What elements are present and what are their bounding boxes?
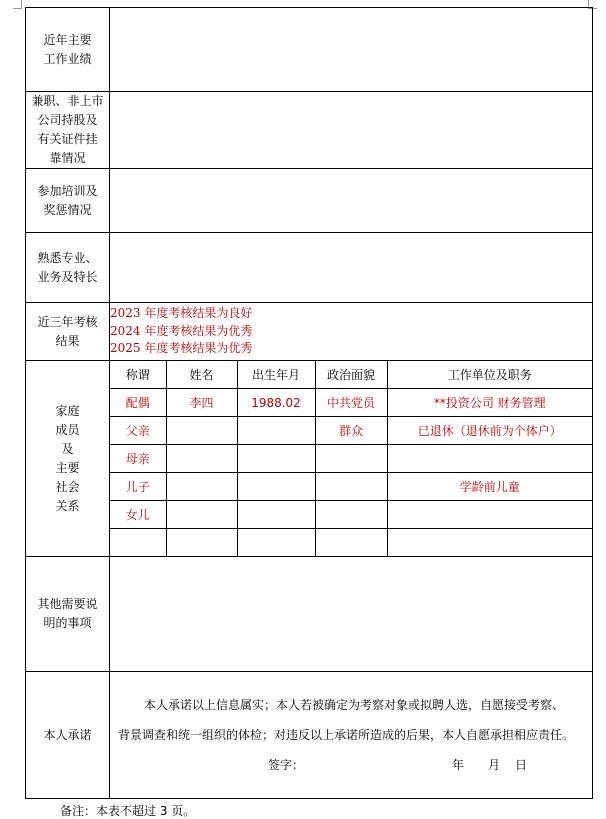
member-name[interactable] (166, 501, 237, 529)
member-name[interactable] (166, 445, 237, 473)
family-row (110, 417, 592, 445)
family-row (110, 501, 592, 529)
family-row (110, 529, 592, 557)
label-training-awards: 参加培训及 奖惩情况 (26, 169, 110, 233)
family-header-row (110, 361, 592, 389)
member-work[interactable] (387, 445, 592, 473)
member-work[interactable] (387, 529, 592, 557)
exam-result-line: 2024 年度考核结果为优秀 (110, 323, 253, 338)
member-name[interactable] (166, 529, 237, 557)
row-family (26, 361, 593, 557)
date-day: 日 (515, 758, 528, 772)
member-birth[interactable] (237, 417, 315, 445)
member-birth[interactable] (237, 529, 315, 557)
header-name: 姓名 (166, 361, 237, 389)
exam-result-line: 2023 年度考核结果为良好 (110, 306, 253, 321)
label-family: 家庭 成员 及 主要 社会 关系 (26, 361, 110, 557)
page-corner-mark-left (13, 0, 22, 9)
header-birth: 出生年月 (237, 361, 315, 389)
header-work: 工作单位及职务 (387, 361, 592, 389)
field-training-awards[interactable] (110, 169, 593, 233)
signature-label[interactable]: 签字： (268, 758, 305, 772)
row-expertise (26, 233, 593, 303)
field-expertise[interactable] (110, 233, 593, 303)
date-month: 月 (488, 758, 501, 772)
label-exam-results: 近三年考核 结果 (26, 303, 110, 361)
member-political[interactable] (315, 529, 387, 557)
label-parttime-shareholding: 兼职、非上市 公司持股及 有关证件挂 靠情况 (26, 92, 110, 169)
promise-line-2: 背景调查和统一组织的体检；对违反以上承诺所造成的后果，本人自愿承担相应责任。 (118, 728, 575, 742)
member-birth[interactable] (237, 501, 315, 529)
family-row (110, 473, 592, 501)
label-promise: 本人承诺 (26, 672, 110, 799)
row-parttime-shareholding (26, 92, 593, 169)
member-work[interactable]: **投资公司 财务管理 (387, 389, 592, 417)
member-relation[interactable]: 父亲 (110, 417, 166, 445)
field-work-achievements[interactable] (110, 8, 593, 92)
member-name[interactable]: 李四 (166, 389, 237, 417)
row-exam-results (26, 303, 593, 361)
footnote: 备注：本表不超过 3 页。 (60, 804, 196, 818)
field-parttime-shareholding[interactable] (110, 92, 593, 169)
signature-line (110, 750, 592, 780)
member-work[interactable] (387, 501, 592, 529)
member-birth[interactable]: 1988.02 (237, 389, 315, 417)
member-political[interactable]: 群众 (315, 417, 387, 445)
member-political[interactable] (315, 445, 387, 473)
member-political[interactable]: 中共党员 (315, 389, 387, 417)
row-promise (26, 672, 593, 799)
member-relation[interactable]: 母亲 (110, 445, 166, 473)
row-training-awards (26, 169, 593, 233)
header-political: 政治面貌 (315, 361, 387, 389)
family-table-cell (110, 361, 593, 557)
member-relation[interactable] (110, 529, 166, 557)
member-name[interactable] (166, 473, 237, 501)
family-row (110, 445, 592, 473)
member-relation[interactable]: 女儿 (110, 501, 166, 529)
member-name[interactable] (166, 417, 237, 445)
family-table (110, 361, 592, 556)
member-relation[interactable]: 儿子 (110, 473, 166, 501)
date-year: 年 (452, 758, 465, 772)
exam-result-line: 2025 年度考核结果为优秀 (110, 341, 253, 356)
header-relation: 称谓 (110, 361, 166, 389)
member-relation[interactable]: 配偶 (110, 389, 166, 417)
member-political[interactable] (315, 501, 387, 529)
label-work-achievements: 近年主要 工作业绩 (26, 8, 110, 92)
field-promise (110, 672, 593, 799)
member-birth[interactable] (237, 473, 315, 501)
label-other-matters: 其他需要说 明的事项 (26, 557, 110, 672)
member-political[interactable] (315, 473, 387, 501)
promise-text (110, 690, 592, 750)
row-other-matters (26, 557, 593, 672)
family-row (110, 389, 592, 417)
row-work-achievements (26, 8, 593, 92)
member-birth[interactable] (237, 445, 315, 473)
promise-line-1: 本人承诺以上信息属实；本人若被确定为考察对象或拟聘人选，自愿接受考察、 (144, 698, 565, 712)
label-expertise: 熟悉专业、 业务及特长 (26, 233, 110, 303)
member-work[interactable]: 已退休（退休前为个体户） (387, 417, 592, 445)
field-other-matters[interactable] (110, 557, 593, 672)
member-work[interactable]: 学龄前儿童 (387, 473, 592, 501)
field-exam-results[interactable] (110, 303, 593, 361)
info-form-table (25, 7, 593, 799)
